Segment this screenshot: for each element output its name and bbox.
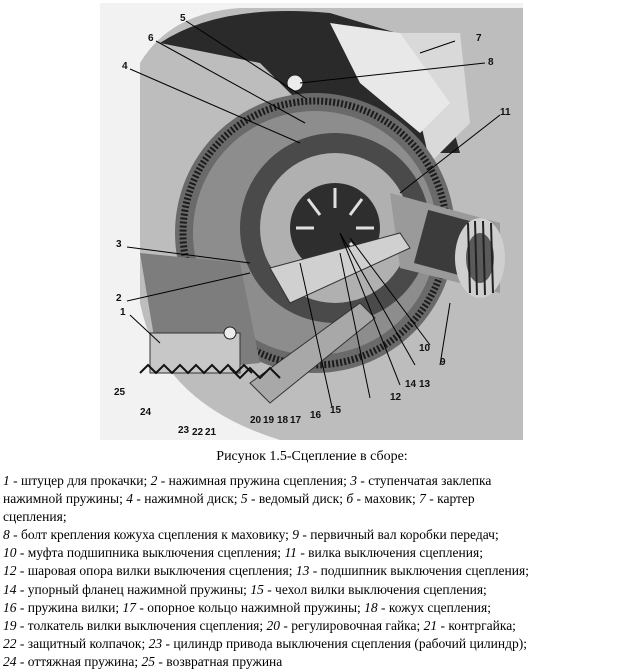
clutch-drawing (100, 3, 523, 440)
callout-15: 15 (330, 405, 342, 416)
figure-legend (3, 472, 621, 671)
callout-23: 23 (178, 425, 190, 436)
legend-line: нажимной пружины; 4 - нажимной диск; 5 - ведомый диск; б - маховик; 7 - картер (3, 491, 475, 507)
callout-9: 9 (440, 357, 446, 368)
legend-line: сцепления; (3, 509, 67, 525)
legend-line: 14 - упорный фланец нажимной пружины; 15 - чехол вилки выключения сцепления; (3, 581, 487, 597)
callout-16: 16 (310, 410, 322, 421)
figure-caption: Рисунок 1.5-Сцепление в сборе: (216, 449, 408, 464)
callout-11: 11 (500, 107, 511, 118)
callout-3: 3 (116, 239, 122, 250)
callout-17: 17 (290, 415, 302, 426)
legend-line: 10 - муфта подшипника выключения сцепления; 11 - вилка выключения сцепления; (3, 545, 483, 561)
callout-6: 6 (148, 33, 154, 44)
callout-25: 25 (114, 387, 126, 398)
callout-19: 19 (263, 415, 275, 426)
callout-18: 18 (277, 415, 289, 426)
callout-20: 20 (250, 415, 262, 426)
callout-13: 13 (419, 379, 431, 390)
callout-22: 22 (192, 427, 204, 438)
callout-14: 14 (405, 379, 417, 390)
legend-line: 16 - пружина вилки; 17 - опорное кольцо нажимной пружины; 18 - кожух сцепления; (3, 599, 491, 615)
callout-12: 12 (390, 392, 402, 403)
clutch-assembly-figure (100, 3, 523, 440)
callout-4: 4 (122, 61, 128, 72)
legend-line: 24 - оттяжная пружина; 25 - возвратная пружина (3, 653, 283, 669)
legend-line: 1 - штуцер для прокачки; 2 - нажимная пружина сцепления; 3 - ступенчатая заклепка (3, 473, 492, 488)
legend-line: 12 - шаровая опора вилки выключения сцепления; 13 - подшипник выключения сцепления; (3, 563, 529, 579)
callout-24: 24 (140, 407, 152, 418)
legend-line: 19 - толкатель вилки выключения сцепления; 20 - регулировочная гайка; 21 - контргайка; (3, 617, 516, 633)
callout-21: 21 (205, 427, 217, 438)
callout-7: 7 (476, 33, 482, 44)
callout-10: 10 (419, 343, 431, 354)
callout-8: 8 (488, 57, 494, 68)
callout-1: 1 (120, 307, 126, 318)
legend-line: 22 - защитный колпачок; 23 - цилиндр привода выключения сцепления (рабочий цилиндр); (3, 635, 527, 651)
legend-line: 8 - болт крепления кожуха сцепления к маховику; 9 - первичный вал коробки передач; (3, 527, 499, 543)
callout-5: 5 (180, 13, 186, 24)
callout-2: 2 (116, 293, 122, 304)
